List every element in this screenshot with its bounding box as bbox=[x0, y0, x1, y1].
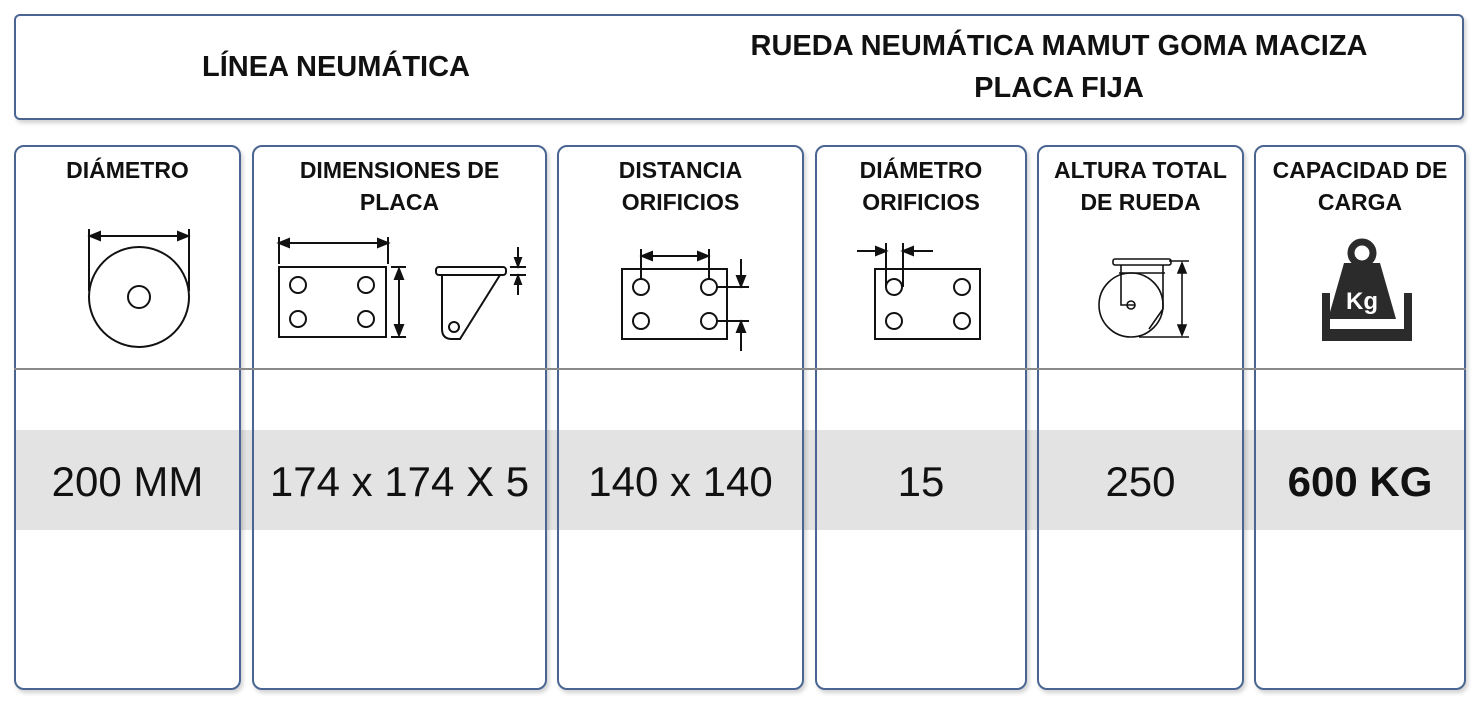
spec-title-line1: DIÁMETRO bbox=[859, 157, 983, 183]
spec-column-hole-diameter bbox=[815, 145, 1027, 690]
product-line-label: LÍNEA NEUMÁTICA bbox=[202, 50, 470, 83]
spec-column-load-capacity bbox=[1254, 145, 1466, 690]
spec-title-line2: PLACA bbox=[359, 189, 440, 215]
spec-title bbox=[254, 154, 545, 218]
spec-title-line1: CAPACIDAD DE bbox=[1272, 157, 1448, 183]
spec-value: 200 MM bbox=[51, 458, 204, 505]
spec-title bbox=[817, 154, 1025, 218]
spec-value: 600 KG bbox=[1287, 458, 1433, 505]
spec-value: 15 bbox=[897, 458, 945, 505]
plate-dimensions-icon bbox=[254, 229, 545, 419]
spec-title-line1: DIÁMETRO bbox=[66, 157, 189, 183]
spec-title-line1: DIMENSIONES DE bbox=[299, 157, 500, 183]
hole-distance-icon bbox=[559, 229, 802, 419]
spec-title-line1: ALTURA TOTAL bbox=[1054, 157, 1227, 183]
hole-diameter-icon bbox=[817, 229, 1025, 419]
spec-column-hole-distance bbox=[557, 145, 804, 690]
header-box bbox=[14, 14, 1464, 120]
wheel-height-icon bbox=[1039, 229, 1242, 419]
wheel-diameter-icon bbox=[16, 229, 239, 419]
spec-value: 140 x 140 bbox=[588, 458, 773, 505]
product-title-line1: RUEDA NEUMÁTICA MAMUT GOMA MACIZA bbox=[750, 30, 1368, 62]
kg-icon-text: Kg bbox=[1346, 288, 1378, 315]
product-title bbox=[656, 16, 1462, 118]
spec-value: 250 bbox=[1105, 458, 1176, 505]
spec-title-line2: CARGA bbox=[1317, 189, 1403, 215]
spec-title-line2: ORIFICIOS bbox=[862, 189, 980, 215]
spec-title bbox=[1256, 154, 1464, 218]
spec-column-wheel-height bbox=[1037, 145, 1244, 690]
spec-title-line2: ORIFICIOS bbox=[621, 189, 740, 215]
spec-title-line2: DE RUEDA bbox=[1080, 189, 1201, 215]
spec-title-line1: DISTANCIA bbox=[618, 157, 743, 183]
spec-value: 174 x 174 X 5 bbox=[269, 458, 530, 505]
spec-title bbox=[1039, 154, 1242, 218]
weight-kg-icon bbox=[1256, 229, 1464, 419]
spec-title bbox=[559, 154, 802, 218]
product-title-line2: PLACA FIJA bbox=[974, 72, 1144, 104]
spec-column-diameter bbox=[14, 145, 241, 690]
row-divider bbox=[14, 368, 1466, 370]
spec-column-plate-dimensions bbox=[252, 145, 547, 690]
spec-title bbox=[16, 154, 239, 186]
